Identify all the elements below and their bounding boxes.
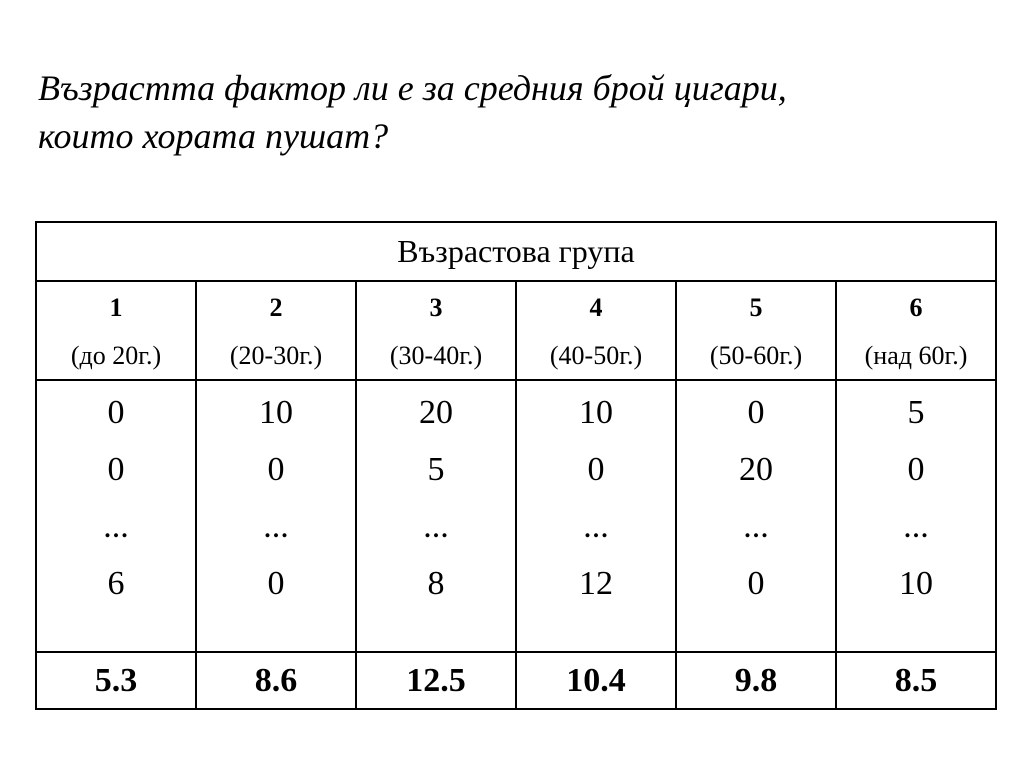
value: 0 [267, 451, 285, 488]
group-number: 2 [269, 293, 283, 322]
group-number: 3 [429, 293, 443, 322]
group-range: (20-30г.) [229, 341, 323, 370]
value: 20 [739, 451, 773, 488]
mean-cell: 12.5 [356, 652, 516, 709]
group-number: 5 [749, 293, 763, 322]
value: 10 [259, 394, 293, 431]
question-line-2: които хората пушат? [38, 116, 389, 156]
value-ellipsis: ... [263, 508, 289, 545]
group-labels-row [36, 281, 996, 380]
values-cell [676, 380, 836, 652]
table-header-row [36, 222, 996, 281]
mean-cell: 10.4 [516, 652, 676, 709]
group-number: 1 [109, 293, 123, 322]
group-cell [356, 281, 516, 380]
value-ellipsis: ... [903, 508, 929, 545]
values-cell [356, 380, 516, 652]
group-number: 4 [589, 293, 603, 322]
value: 0 [587, 451, 605, 488]
group-range: (50-60г.) [709, 341, 803, 370]
value-ellipsis: ... [423, 508, 449, 545]
value: 20 [419, 394, 453, 431]
value: 10 [899, 565, 933, 602]
value: 0 [747, 394, 765, 431]
value: 8 [427, 565, 445, 602]
values-row [36, 380, 996, 652]
group-range: (до 20г.) [70, 341, 162, 370]
group-cell [516, 281, 676, 380]
value: 0 [267, 565, 285, 602]
value: 5 [427, 451, 445, 488]
value: 0 [907, 451, 925, 488]
mean-cell: 8.5 [836, 652, 996, 709]
values-cell [516, 380, 676, 652]
group-range: (30-40г.) [389, 341, 483, 370]
group-cell [196, 281, 356, 380]
value-ellipsis: ... [743, 508, 769, 545]
age-group-header: Възрастова група [36, 222, 996, 281]
value-ellipsis: ... [583, 508, 609, 545]
group-cell [836, 281, 996, 380]
value: 10 [579, 394, 613, 431]
group-range: (40-50г.) [549, 341, 643, 370]
mean-cell: 8.6 [196, 652, 356, 709]
age-group-table [35, 221, 997, 710]
value: 12 [579, 565, 613, 602]
group-cell [36, 281, 196, 380]
value-ellipsis: ... [103, 508, 129, 545]
values-cell [836, 380, 996, 652]
question-title [38, 64, 988, 160]
value: 0 [107, 394, 125, 431]
group-range: (над 60г.) [864, 341, 968, 370]
value: 5 [907, 394, 925, 431]
values-cell [36, 380, 196, 652]
group-number: 6 [909, 293, 923, 322]
values-cell [196, 380, 356, 652]
value: 0 [107, 451, 125, 488]
mean-cell: 9.8 [676, 652, 836, 709]
mean-row [36, 652, 996, 709]
mean-cell: 5.3 [36, 652, 196, 709]
question-line-1: Възрастта фактор ли е за средния брой цигари, [38, 68, 787, 108]
group-cell [676, 281, 836, 380]
value: 0 [747, 565, 765, 602]
value: 6 [107, 565, 125, 602]
